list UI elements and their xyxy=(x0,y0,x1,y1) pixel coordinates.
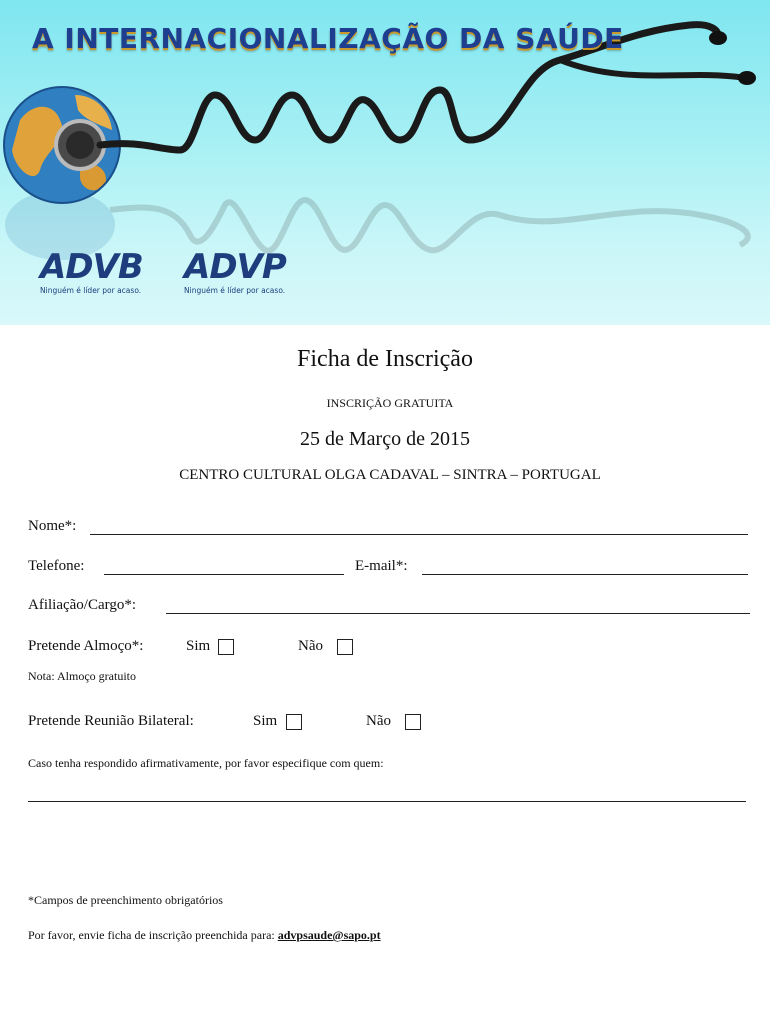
event-venue: CENTRO CULTURAL OLGA CADAVAL – SINTRA – PORTUGAL xyxy=(179,467,601,483)
advp-logo xyxy=(184,247,286,295)
logo-tagline: Ninguém é líder por acaso. xyxy=(40,286,142,295)
email-field[interactable] xyxy=(422,574,748,575)
banner-title: A INTERNACIONALIZAÇÃO DA SAÚDE xyxy=(32,22,624,55)
logo-tagline: Ninguém é líder por acaso. xyxy=(184,286,286,295)
afiliacao-field[interactable] xyxy=(166,613,750,614)
almoco-sim-checkbox[interactable] xyxy=(218,639,234,655)
telefone-field[interactable] xyxy=(104,574,344,575)
advb-logo xyxy=(40,247,143,295)
send-instructions xyxy=(28,928,381,943)
send-text: Por favor, envie ficha de inscrição preenchida para: xyxy=(28,928,275,942)
reuniao-nao-label: Não xyxy=(366,713,391,729)
afiliacao-label: Afiliação/Cargo*: xyxy=(28,597,137,613)
almoco-sim-label: Sim xyxy=(186,638,211,654)
send-email-link[interactable]: advpsaude@sapo.pt xyxy=(277,928,381,942)
nome-field[interactable] xyxy=(90,534,748,535)
logo-mark: ADVP xyxy=(184,247,286,287)
nome-label: Nome*: xyxy=(28,518,77,534)
almoco-nao-label: Não xyxy=(298,638,323,654)
email-label: E-mail*: xyxy=(355,558,408,574)
header-banner xyxy=(0,0,770,325)
required-note: *Campos de preenchimento obrigatórios xyxy=(28,893,223,907)
telefone-label: Telefone: xyxy=(28,558,85,574)
almoco-nao-checkbox[interactable] xyxy=(337,639,353,655)
reuniao-nao-checkbox[interactable] xyxy=(405,714,421,730)
reuniao-sim-label: Sim xyxy=(253,713,278,729)
almoco-label: Pretende Almoço*: xyxy=(28,638,144,654)
almoco-note: Nota: Almoço gratuito xyxy=(28,669,136,683)
form-title: Ficha de Inscrição xyxy=(297,346,473,372)
specify-field[interactable] xyxy=(28,801,746,802)
reuniao-sim-checkbox[interactable] xyxy=(286,714,302,730)
form-subtitle: INSCRIÇÃO GRATUITA xyxy=(326,396,454,410)
event-date: 25 de Março de 2015 xyxy=(300,428,470,450)
reuniao-label: Pretende Reunião Bilateral: xyxy=(28,713,194,729)
specify-prompt: Caso tenha respondido afirmativamente, por favor especifique com quem: xyxy=(28,756,384,770)
logo-mark: ADVB xyxy=(40,247,143,287)
